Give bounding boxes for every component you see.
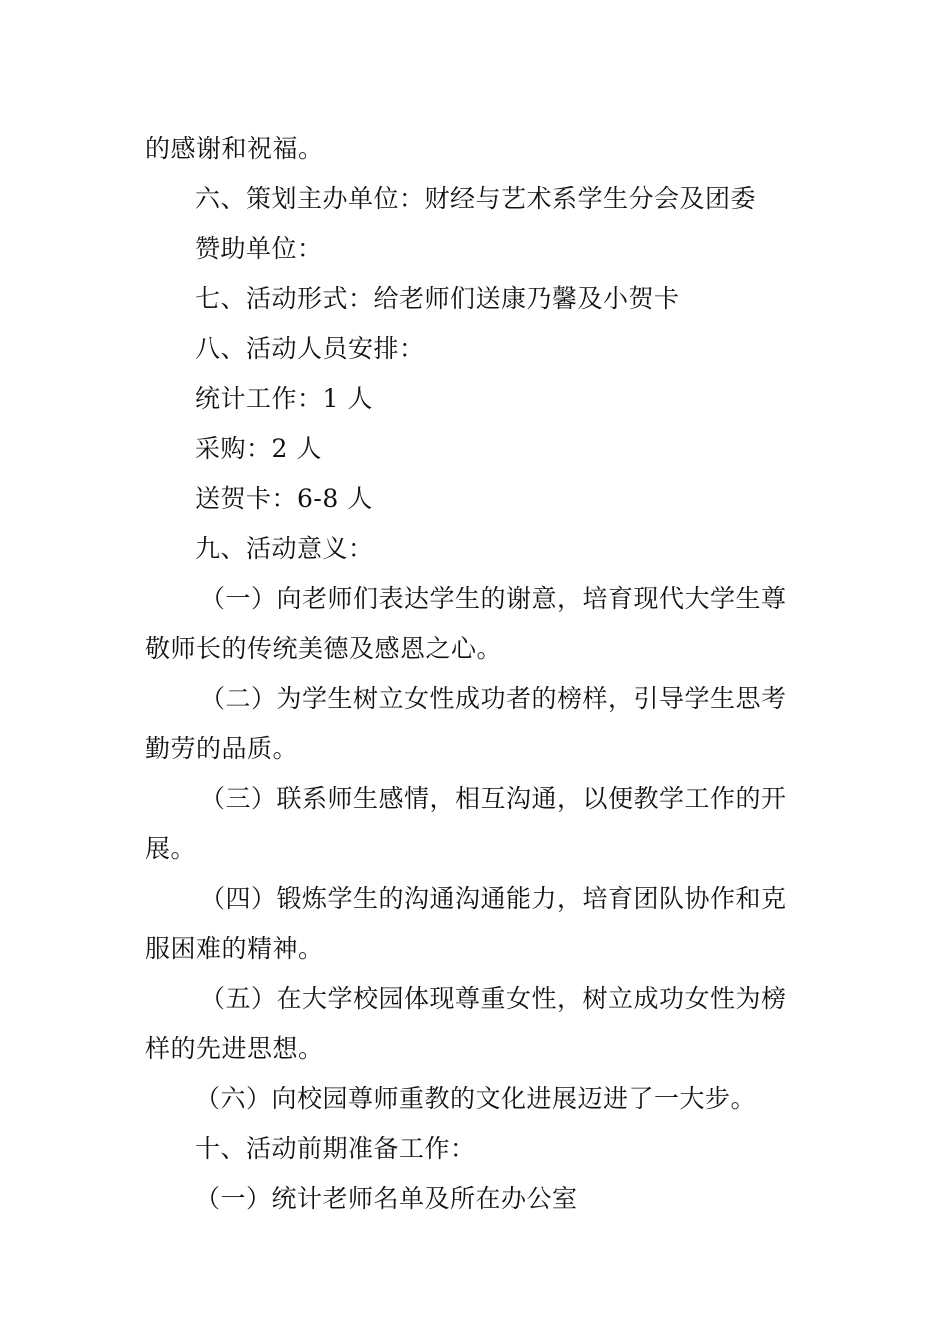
text-line: 统计工作：1 人 xyxy=(195,384,373,413)
text-line: （三）联系师生感情，相互沟通，以便教学工作的开 xyxy=(200,784,787,813)
text-line: 十、活动前期准备工作： xyxy=(195,1134,476,1163)
text-line: 敬师长的传统美德及感恩之心。 xyxy=(145,634,503,663)
text-line: 送贺卡：6-8 人 xyxy=(195,484,373,513)
text-line: 采购：2 人 xyxy=(195,434,322,463)
text-line: （二）为学生树立女性成功者的榜样，引导学生思考 xyxy=(200,684,787,713)
text-line: （四）锻炼学生的沟通沟通能力，培育团队协作和克 xyxy=(200,884,787,913)
text-line: 六、策划主办单位：财经与艺术系学生分会及团委 xyxy=(195,184,757,213)
text-line: 赞助单位： xyxy=(195,234,323,263)
text-line: （一）统计老师名单及所在办公室 xyxy=(195,1184,578,1213)
text-line: 展。 xyxy=(145,834,197,863)
text-line: 服困难的精神。 xyxy=(145,934,324,963)
text-line: 的感谢和祝福。 xyxy=(145,134,324,163)
text-line: （六）向校园尊师重教的文化进展迈进了一大步。 xyxy=(195,1084,757,1113)
text-line: （一）向老师们表达学生的谢意，培育现代大学生尊 xyxy=(200,584,787,613)
text-line: 七、活动形式：给老师们送康乃馨及小贺卡 xyxy=(195,284,680,313)
text-line: 九、活动意义： xyxy=(195,534,374,563)
text-line: 样的先进思想。 xyxy=(145,1034,324,1063)
text-line: 勤劳的品质。 xyxy=(145,734,299,763)
text-line: 八、活动人员安排： xyxy=(195,334,425,363)
text-line: （五）在大学校园体现尊重女性，树立成功女性为榜 xyxy=(200,984,787,1013)
